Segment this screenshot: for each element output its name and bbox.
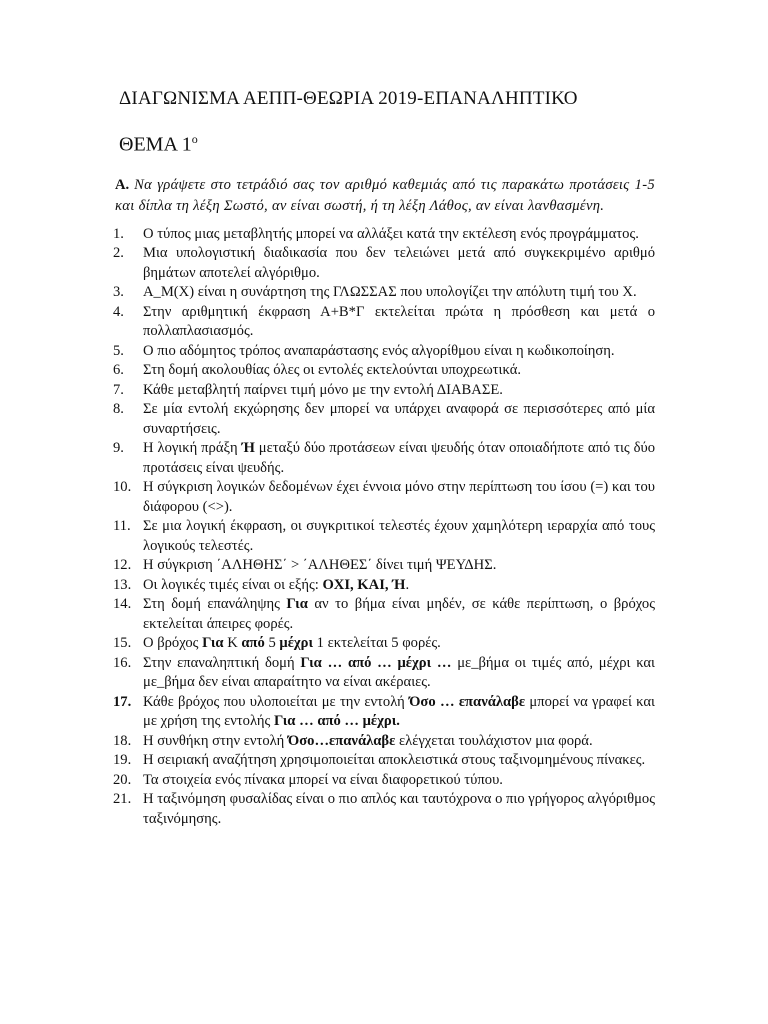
item-text-bold: Ή (241, 440, 255, 457)
item-text-part: Τα στοιχεία ενός πίνακα μπορεί να είναι διαφορετικού τύπου. (143, 771, 503, 788)
document-title: ΔΙΑΓΩΝΙΣΜΑ ΑΕΠΠ-ΘΕΩΡΙΑ 2019-ΕΠΑΝΑΛΗΠΤΙΚΟ (119, 88, 578, 109)
item-text-part: Στη δομή επανάληψης (143, 596, 287, 613)
item-number: 21. (113, 791, 132, 808)
instructions-text: Να γράψετε στο τετράδιό σας τον αριθμό καθεμιάς από τις παρακάτω προτάσεις 1-5 και δίπλα τη λέξη Σωστό, αν είναι σωστή, ή τη λέξη Λάθος, αν είναι λανθασμένη. (115, 176, 655, 214)
list-item (113, 576, 655, 596)
item-number: 20. (113, 771, 132, 788)
list-item (113, 303, 655, 342)
item-text (143, 244, 655, 283)
item-text-part: Σε μια λογική έκφραση, οι συγκριτικοί τελεστές έχουν χαμηλότερη ιεραρχία από τους λογικούς τελεστές. (143, 518, 655, 554)
instructions-lead: Α. (115, 176, 130, 193)
item-text-bold: Για … από … μέχρι. (273, 713, 400, 730)
list-item (113, 595, 655, 634)
list-item (113, 400, 655, 439)
item-number: 11. (113, 518, 131, 535)
item-number: 3. (113, 284, 124, 301)
item-text-part: αν το βήμα είναι μηδέν, σε κάθε περίπτωση, ο βρόχος εκτελείται άπειρες φορές. (143, 596, 655, 632)
list-item (113, 654, 655, 693)
item-text-bold: ΟΧΙ, ΚΑΙ, Ή (322, 576, 406, 593)
item-text-part: μεταξύ δύο προτάσεων είναι ψευδής όταν οποιαδήποτε από τις δύο προτάσεις είναι ψευδής. (143, 440, 655, 476)
item-number: 19. (113, 752, 132, 769)
item-text (143, 654, 655, 693)
list-item (113, 693, 655, 732)
item-text (143, 283, 655, 303)
list-item (113, 732, 655, 752)
item-text-bold: Όσο … επανάλαβε (409, 693, 526, 710)
item-number: 4. (113, 303, 124, 320)
item-text (143, 732, 655, 752)
item-text-part: Κάθε βρόχος που υλοποιείται με την εντολή (143, 693, 410, 710)
item-number: 2. (113, 245, 124, 262)
item-number: 9. (113, 440, 124, 457)
list-item (113, 342, 655, 362)
item-text (143, 342, 655, 362)
list-item (113, 361, 655, 381)
item-text (143, 361, 655, 381)
item-text-part: μπορεί να γραφεί και με χρήση της εντολής (143, 693, 655, 730)
list-item (113, 634, 655, 654)
item-number: 10. (113, 479, 132, 496)
item-text (143, 303, 655, 342)
item-text-bold: Όσο…επανάλαβε (287, 732, 396, 749)
item-text-part: Η λογική πράξη (143, 440, 242, 457)
item-text-part: Η σύγκριση ΄ΑΛΗΘΗΣ΄ > ΄ΑΛΗΘΕΣ΄ δίνει τιμή ΨΕΥΔΗΣ. (143, 557, 497, 574)
item-text-bold: μέχρι (279, 635, 314, 652)
item-text-part: Οι λογικές τιμές είναι οι εξής: (143, 576, 323, 593)
item-text-part: Η ταξινόμηση φυσαλίδας είναι ο πιο απλός και ταυτόχρονα ο πιο γρήγορος αλγόριθμος ταξινόμησης. (143, 791, 655, 827)
item-number: 13. (113, 576, 132, 593)
item-text-part: 1 εκτελείται 5 φορές. (313, 635, 441, 652)
list-item (113, 478, 655, 517)
item-text (143, 771, 655, 791)
item-number: 1. (113, 225, 124, 242)
item-number: 7. (113, 381, 124, 398)
item-text-bold: Για … από … μέχρι … (300, 654, 452, 671)
item-text (143, 517, 655, 556)
item-text (143, 556, 655, 576)
list-item (113, 751, 655, 771)
item-text-part: Στη δομή ακολουθίας όλες οι εντολές εκτελούνται υποχρεωτικά. (143, 362, 521, 379)
item-text (143, 439, 655, 478)
item-number: 5. (113, 342, 124, 359)
item-text-part: με_βήμα οι τιμές από, μέχρι και με_βήμα δεν είναι απαραίτητο να είναι ακέραιες. (143, 654, 655, 691)
item-text-part: 5 (264, 635, 280, 652)
item-number: 16. (113, 654, 132, 671)
item-text-part: Α_Μ(Χ) είναι η συνάρτηση της ΓΛΩΣΣΑΣ που υπολογίζει την απόλυτη τιμή του Χ. (143, 284, 637, 301)
item-text-part: ελέγχεται τουλάχιστον μια φορά. (395, 732, 593, 749)
item-text-bold: Για (286, 596, 308, 613)
item-text-part: Κάθε μεταβλητή παίρνει τιμή μόνο με την εντολή ΔΙΑΒΑΣΕ. (143, 381, 503, 398)
list-item (113, 517, 655, 556)
list-item (113, 556, 655, 576)
item-text (143, 400, 655, 439)
item-text-part: Η σύγκριση λογικών δεδομένων έχει έννοια μόνο στην περίπτωση του ίσου (=) και του διάφορου (<>). (143, 479, 655, 515)
item-number: 15. (113, 635, 132, 652)
item-text-part: Η σειριακή αναζήτηση χρησιμοποιείται αποκλειστικά στους ταξινομημένους πίνακες. (143, 752, 646, 769)
item-text-part: Στην αριθμητική έκφραση Α+Β*Γ εκτελείται πρώτα η πρόσθεση και μετά ο πολλαπλασιασμός. (143, 303, 655, 340)
item-text-bold: από (241, 635, 265, 652)
item-text (143, 790, 655, 829)
item-text-part: Ο πιο αδόμητος τρόπος αναπαράστασης ενός αλγορίθμου είναι η κωδικοποίηση. (143, 342, 615, 359)
item-number: 18. (113, 732, 132, 749)
item-text-part: Στην επαναληπτική δομή (143, 654, 301, 671)
item-text-part: Σε μία εντολή εκχώρησης δεν μπορεί να υπάρχει αναφορά σε περισσότερες από μία συναρτήσεις. (143, 401, 655, 437)
section-ordinal: ο (191, 132, 198, 146)
item-text (143, 595, 655, 634)
item-number: 8. (113, 401, 124, 418)
item-text-part: Ο τύπος μιας μεταβλητής μπορεί να αλλάξει κατά την εκτέλεση ενός προγράμματος. (143, 225, 639, 242)
list-item (113, 283, 655, 303)
list-item (113, 225, 655, 245)
item-text-part: Κ (223, 635, 242, 652)
item-text (143, 225, 655, 245)
item-text (143, 693, 655, 732)
list-item (113, 381, 655, 401)
item-text-part: Ο βρόχος (143, 635, 203, 652)
item-text (143, 478, 655, 517)
instructions (113, 175, 655, 217)
item-number: 14. (113, 596, 132, 613)
item-text (143, 576, 655, 596)
item-text (143, 381, 655, 401)
section-heading (119, 132, 655, 157)
item-text-part: . (405, 576, 410, 593)
list-item (113, 439, 655, 478)
list-item (113, 771, 655, 791)
item-text-bold: Για (202, 635, 224, 652)
list-item (113, 244, 655, 283)
item-text-part: Μια υπολογιστική διαδικασία που δεν τελειώνει μετά από συγκεκριμένο αριθμό βημάτων αποτελεί αλγόριθμο. (143, 245, 655, 281)
item-text-part: Η συνθήκη στην εντολή (143, 732, 288, 749)
item-text (143, 751, 655, 771)
statement-list (113, 225, 655, 830)
item-text (143, 634, 655, 654)
item-number: 12. (113, 557, 132, 574)
list-item (113, 790, 655, 829)
section-label: ΘΕΜΑ 1 (119, 133, 192, 156)
item-number: 17. (113, 693, 132, 710)
item-number: 6. (113, 362, 124, 379)
